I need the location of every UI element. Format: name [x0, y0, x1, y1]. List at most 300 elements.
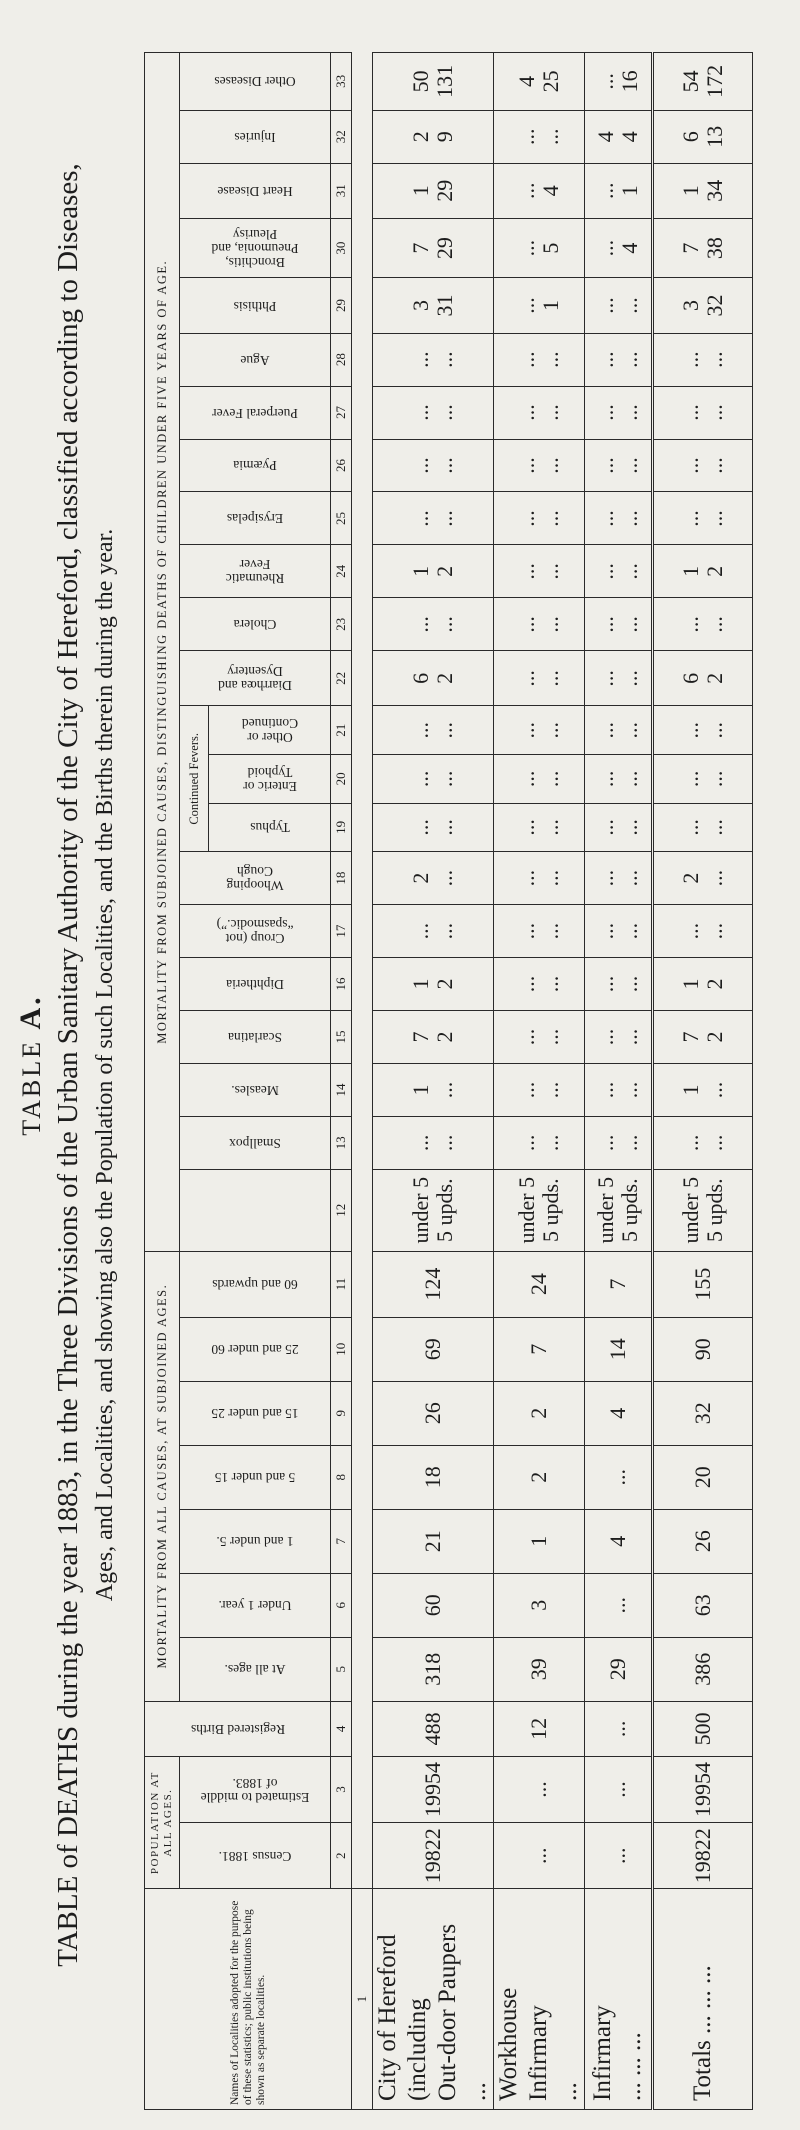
cause-under5-value: ...	[408, 922, 433, 940]
cause-under5-value: 3	[408, 300, 433, 312]
cause-cell	[653, 755, 753, 804]
cell-u5: 4	[585, 1509, 653, 1573]
croup-header-label: Croup (not “spasmodic.”)	[216, 917, 294, 947]
cause-under5-value: ...	[408, 616, 433, 633]
age-split-under5: under 5	[514, 1176, 539, 1244]
cell-estimated: ...	[494, 1756, 585, 1822]
cause-cell	[653, 598, 753, 651]
smallpox-header	[180, 1116, 331, 1169]
cause-over5-value: ...	[432, 457, 457, 474]
cause-cell	[494, 278, 585, 333]
cause-under5-value: ...	[514, 922, 539, 940]
cell-over60: 124	[373, 1251, 494, 1317]
cause-under5-value: 1	[408, 1084, 433, 1096]
pyaemia-header	[180, 439, 331, 492]
cause-under5-value: ...	[593, 922, 618, 940]
measles-header-label: Measles.	[231, 1082, 279, 1098]
continued-fevers-subheaders	[209, 707, 330, 852]
cell-u5: 1	[494, 1509, 585, 1573]
cause-under5-value: ...	[593, 404, 618, 421]
table-head	[145, 53, 373, 2110]
cause-cell	[653, 218, 753, 278]
col-num: 23	[331, 598, 352, 651]
cause-under5-value: 6	[678, 672, 703, 684]
cause-under5-value: 6	[408, 672, 433, 684]
cause-under5-value: ...	[593, 975, 618, 993]
cause-under5-value: ...	[593, 670, 618, 687]
col-num: 11	[331, 1251, 352, 1317]
cause-cell	[494, 706, 585, 755]
under15-header	[180, 1445, 331, 1509]
cause-cell	[653, 1063, 753, 1116]
cause-under5-value: ...	[593, 563, 618, 580]
cause-under5-value: ...	[514, 563, 539, 580]
cause-cell	[653, 852, 753, 905]
cause-cell	[585, 852, 653, 905]
cause-under5-value: 1	[678, 978, 703, 990]
cause-cell	[653, 651, 753, 706]
table-row	[373, 53, 494, 2110]
locality-number-row	[352, 53, 373, 2110]
phthisis-header-label: Phthisis	[233, 298, 277, 314]
cause-over5-value: ...	[432, 404, 457, 421]
cause-cell	[373, 755, 494, 804]
enteric-header	[209, 754, 330, 803]
cause-cell	[373, 218, 494, 278]
cause-over5-value: ...	[702, 722, 727, 739]
cause-over5-value: 2	[702, 565, 727, 577]
cause-over5-value: ...	[538, 1028, 563, 1046]
cause-over5-value: 9	[432, 131, 457, 143]
all-ages-header	[180, 1637, 331, 1701]
col-num: 9	[331, 1381, 352, 1445]
cell-u1: 63	[653, 1573, 753, 1637]
cause-cell	[494, 651, 585, 706]
col-num: 28	[331, 333, 352, 386]
cause-cell	[585, 755, 653, 804]
cause-under5-value: ...	[514, 1134, 539, 1152]
cholera-header-label: Cholera	[233, 617, 277, 633]
cause-cell	[585, 1116, 653, 1169]
cause-over5-value: ...	[617, 975, 642, 993]
cause-over5-value: ...	[538, 563, 563, 580]
cause-over5-value: ...	[538, 1134, 563, 1152]
cause-over5-value: ...	[702, 404, 727, 421]
cause-cell	[373, 110, 494, 163]
cause-cell	[585, 706, 653, 755]
table-label	[14, 0, 48, 2130]
cause-cell	[494, 958, 585, 1011]
cause-cell	[585, 905, 653, 958]
cause-over5-value: ...	[432, 616, 457, 633]
cause-over5-value: ...	[617, 1081, 642, 1099]
ague-header-label: Ague	[240, 352, 270, 368]
cause-cell	[373, 53, 494, 111]
cause-under5-value: ...	[408, 1134, 433, 1152]
cause-cell	[585, 53, 653, 111]
cause-over5-value: ...	[538, 404, 563, 421]
births-header	[145, 1701, 331, 1756]
cause-under5-value: 2	[678, 872, 703, 884]
cause-under5-value: ...	[593, 819, 618, 836]
col-num: 7	[331, 1509, 352, 1573]
cause-over5-value: ...	[702, 616, 727, 633]
cause-over5-value: ...	[538, 128, 563, 145]
cause-under5-value: ...	[678, 1134, 703, 1152]
cause-cell	[653, 905, 753, 958]
cell-u25: 26	[373, 1381, 494, 1445]
cause-over5-value: ...	[432, 722, 457, 739]
cell-estimated: 19954	[653, 1756, 753, 1822]
cause-cell	[653, 545, 753, 598]
col-num: 14	[331, 1063, 352, 1116]
under60-header	[180, 1317, 331, 1381]
cause-under5-value: ...	[514, 1028, 539, 1046]
cause-over5-value: 34	[702, 179, 727, 202]
col-num: 8	[331, 1445, 352, 1509]
age-split-over5: 5 upds.	[617, 1178, 642, 1242]
cause-under5-value: ...	[514, 510, 539, 527]
cause-over5-value: 2	[702, 978, 727, 990]
cause-over5-value: 4	[538, 185, 563, 197]
cause-cell	[373, 905, 494, 958]
deaths-table	[144, 52, 753, 2110]
cause-cell	[653, 439, 753, 492]
cell-estimated: 19954	[373, 1756, 494, 1822]
col-num: 3	[331, 1756, 352, 1822]
locality-cell	[373, 1889, 494, 2110]
cell-u5: 26	[653, 1509, 753, 1573]
cause-over5-value: 16	[617, 70, 642, 93]
cause-under5-value: ...	[514, 819, 539, 836]
cause-under5-value: ...	[514, 182, 539, 200]
scarlatina-header-label: Scarlatina	[228, 1029, 282, 1045]
other-fever-header-label: Other or Continued	[241, 716, 298, 746]
heart-disease-header-label: Heart Disease	[217, 183, 293, 199]
cause-under5-value: ...	[678, 404, 703, 421]
cause-cell	[653, 1011, 753, 1064]
under25-header-label: 15 and under 25	[211, 1406, 299, 1422]
cause-over5-value: ...	[702, 819, 727, 836]
cell-census: 19822	[373, 1823, 494, 1889]
cause-cell	[653, 163, 753, 218]
cause-over5-value: ...	[432, 922, 457, 940]
locality-line2: Out-door Paupers	[434, 1923, 461, 2101]
cause-cell	[373, 1116, 494, 1169]
bronchitis-header	[180, 218, 331, 278]
age-split-cell	[653, 1169, 753, 1251]
cause-over5-value: 31	[432, 294, 457, 317]
cause-under5-value: ...	[408, 404, 433, 421]
cause-under5-value: ...	[678, 510, 703, 527]
cause-cell	[494, 803, 585, 852]
under60-header-label: 25 and under 60	[211, 1342, 299, 1358]
cause-cell	[585, 386, 653, 439]
cause-under5-value: 7	[678, 1031, 703, 1043]
cause-under5-value: 4	[593, 131, 618, 143]
cause-over5-value: 2	[432, 1031, 457, 1043]
cause-cell	[585, 439, 653, 492]
cause-cell	[585, 651, 653, 706]
cause-over5-value: ...	[617, 351, 642, 368]
cause-over5-value: ...	[702, 457, 727, 474]
mortality-subjoined-group-header: MORTALITY FROM SUBJOINED CAUSES, DISTINGUISHING DEATHS OF CHILDREN UNDER FIVE YEARS OF AGE.	[145, 53, 180, 1252]
cause-over5-value: ...	[538, 351, 563, 368]
cause-cell	[653, 492, 753, 545]
cause-under5-value: ...	[514, 404, 539, 421]
cause-cell	[373, 706, 494, 755]
cause-under5-value: 1	[408, 978, 433, 990]
cause-cell	[653, 333, 753, 386]
other-diseases-header	[180, 53, 331, 111]
age-split-over5: 5 upds.	[702, 1178, 727, 1242]
cause-cell	[585, 1063, 653, 1116]
cause-under5-value: 50	[408, 70, 433, 93]
cause-cell	[653, 958, 753, 1011]
cause-under5-value: ...	[593, 297, 618, 314]
cause-under5-value: 2	[408, 872, 433, 884]
cause-cell	[494, 545, 585, 598]
cell-u25: 4	[585, 1381, 653, 1445]
cause-under5-value: 1	[408, 565, 433, 577]
enteric-header-label: Enteric or Typhoid	[242, 764, 297, 794]
age-split-cell	[494, 1169, 585, 1251]
cause-cell	[653, 278, 753, 333]
cause-over5-value: 2	[432, 565, 457, 577]
cause-over5-value: ...	[538, 457, 563, 474]
cell-births: 488	[373, 1701, 494, 1756]
age-split-cell	[373, 1169, 494, 1251]
diarrhoea-header	[180, 651, 331, 706]
cause-cell	[653, 803, 753, 852]
cause-under5-value: ...	[678, 722, 703, 739]
puerperal-fever-header-label: Puerperal Fever	[212, 405, 298, 421]
cause-under5-value: ...	[593, 1134, 618, 1152]
cause-cell	[653, 1116, 753, 1169]
cause-under5-value: 3	[678, 300, 703, 312]
col-num: 31	[331, 163, 352, 218]
cause-cell	[494, 1116, 585, 1169]
group-header-row	[145, 53, 180, 2110]
cell-births: ...	[585, 1701, 653, 1756]
cause-cell	[585, 333, 653, 386]
cause-under5-value: 6	[678, 131, 703, 143]
cell-u15: 20	[653, 1445, 753, 1509]
cause-over5-value: 172	[702, 64, 727, 98]
cause-cell	[373, 163, 494, 218]
col-num: 1	[352, 1889, 373, 2110]
cause-under5-value: 7	[678, 242, 703, 254]
diphtheria-header-label: Diphtheria	[226, 977, 284, 993]
locality-line1: City of Hereford (including	[374, 1934, 431, 2101]
cell-all-ages: 318	[373, 1637, 494, 1701]
cause-over5-value: 29	[432, 237, 457, 260]
cause-under5-value: ...	[678, 351, 703, 368]
cause-under5-value: ...	[678, 457, 703, 474]
under5-header-label: 1 and under 5.	[216, 1534, 294, 1550]
locality-line1: Workhouse Infirmary	[495, 1987, 552, 2101]
cause-cell	[653, 386, 753, 439]
cause-cell	[494, 333, 585, 386]
cause-over5-value: ...	[432, 1134, 457, 1152]
cause-over5-value: ...	[617, 869, 642, 887]
estimated-header-label: Estimated to middle of 1883.	[200, 1775, 310, 1805]
other-fever-header	[209, 707, 330, 755]
cause-over5-value: ...	[538, 819, 563, 836]
col-num: 24	[331, 545, 352, 598]
cell-estimated: ...	[585, 1756, 653, 1822]
cause-cell	[494, 1011, 585, 1064]
phthisis-header	[180, 278, 331, 333]
ague-header	[180, 333, 331, 386]
measles-header	[180, 1063, 331, 1116]
cause-over5-value: ...	[702, 1134, 727, 1152]
cause-under5-value: ...	[408, 457, 433, 474]
injuries-header	[180, 110, 331, 163]
over60-header	[180, 1251, 331, 1317]
cause-under5-value: ...	[593, 616, 618, 633]
cause-cell	[373, 545, 494, 598]
cell-u60: 90	[653, 1317, 753, 1381]
col-num: 2	[331, 1823, 352, 1889]
cause-over5-value: ...	[617, 457, 642, 474]
census-header-label: Census 1881.	[218, 1848, 292, 1864]
cause-under5-value: ...	[678, 770, 703, 788]
cause-under5-value: 7	[408, 242, 433, 254]
cause-under5-value: ...	[593, 510, 618, 527]
col-num: 15	[331, 1011, 352, 1064]
cell-births: 12	[494, 1701, 585, 1756]
cause-under5-value: ...	[593, 73, 618, 90]
cause-under5-value: ...	[593, 1081, 618, 1099]
cause-over5-value: ...	[432, 351, 457, 368]
cause-under5-value: ...	[408, 510, 433, 527]
cause-over5-value: ...	[702, 770, 727, 788]
cause-under5-value: 1	[408, 185, 433, 197]
other-diseases-header-label: Other Diseases	[214, 74, 296, 90]
under5-header	[180, 1509, 331, 1573]
cause-cell	[373, 278, 494, 333]
age-split-over5: 5 upds.	[432, 1178, 457, 1242]
cause-cell	[585, 545, 653, 598]
cell-over60: 7	[585, 1251, 653, 1317]
cause-cell	[494, 218, 585, 278]
col-num: 12	[331, 1169, 352, 1251]
births-header-label: Registered Births	[190, 1721, 285, 1737]
cause-over5-value: 29	[432, 179, 457, 202]
table-subtitle: Ages, and Localities, and showing also the Population of such Localities, and the Births therein during the year.	[92, 528, 118, 1602]
cause-cell	[373, 439, 494, 492]
cause-over5-value: 2	[432, 672, 457, 684]
croup-header	[180, 905, 331, 958]
cause-over5-value: ...	[432, 1081, 457, 1099]
cause-over5-value: 2	[432, 978, 457, 990]
cause-cell	[585, 492, 653, 545]
cell-u1: 60	[373, 1573, 494, 1637]
cell-u15: ...	[585, 1445, 653, 1509]
cause-over5-value: ...	[617, 616, 642, 633]
cell-u5: 21	[373, 1509, 494, 1573]
cause-over5-value: ...	[538, 722, 563, 739]
column-header-row	[180, 53, 331, 2110]
erysipelas-header-label: Erysipelas	[226, 511, 284, 527]
cause-over5-value: ...	[702, 1081, 727, 1099]
cause-under5-value: 1	[678, 1084, 703, 1096]
typhus-header-label: Typhus	[249, 820, 290, 836]
cell-all-ages: 39	[494, 1637, 585, 1701]
cause-over5-value: ...	[617, 510, 642, 527]
cause-cell	[373, 386, 494, 439]
cause-cell	[373, 1011, 494, 1064]
locality-header: Names of Localities adopted for the purpose of these statistics; public institutions being shown as separate localities.	[145, 1889, 352, 2110]
col-num: 4	[331, 1701, 352, 1756]
cause-cell	[653, 110, 753, 163]
cause-under5-value: ...	[514, 297, 539, 314]
cause-under5-value: ...	[514, 722, 539, 739]
typhus-header	[209, 803, 330, 852]
cause-over5-value: 131	[432, 64, 457, 98]
cell-over60: 24	[494, 1251, 585, 1317]
cause-under5-value: ...	[514, 1081, 539, 1099]
census-header	[180, 1823, 331, 1889]
cell-all-ages: 29	[585, 1637, 653, 1701]
cause-over5-value: ...	[538, 1081, 563, 1099]
col-num: 18	[331, 852, 352, 905]
whooping-cough-header	[180, 852, 331, 905]
cause-under5-value: ...	[593, 770, 618, 788]
erysipelas-header	[180, 492, 331, 545]
cause-cell	[494, 386, 585, 439]
cell-u60: 14	[585, 1317, 653, 1381]
cause-cell	[494, 492, 585, 545]
cause-over5-value: 32	[702, 294, 727, 317]
col-num: 25	[331, 492, 352, 545]
cause-over5-value: ...	[617, 819, 642, 836]
cause-under5-value: ...	[408, 722, 433, 739]
col-num: 30	[331, 218, 352, 278]
rheumatic-fever-header-label: Rheumatic Fever	[225, 557, 285, 587]
cause-cell	[585, 163, 653, 218]
col-num: 17	[331, 905, 352, 958]
cholera-header	[180, 598, 331, 651]
col-num: 27	[331, 386, 352, 439]
cause-under5-value: ...	[678, 819, 703, 836]
whooping-cough-header-label: Whooping Cough	[226, 864, 284, 894]
cause-under5-value: ...	[593, 239, 618, 257]
col-num: 22	[331, 651, 352, 706]
cause-cell	[585, 218, 653, 278]
header-spacer	[352, 53, 373, 1889]
cell-u25: 32	[653, 1381, 753, 1445]
cause-over5-value: ...	[617, 770, 642, 788]
cause-cell	[373, 803, 494, 852]
cause-under5-value: ...	[408, 770, 433, 788]
cause-over5-value: ...	[702, 869, 727, 887]
locality-tail: ...	[555, 2082, 582, 2101]
age-split-over5: 5 upds.	[538, 1178, 563, 1242]
cause-under5-value: ...	[593, 1028, 618, 1046]
age-split-under5: under 5	[678, 1176, 703, 1244]
cause-over5-value: ...	[617, 670, 642, 687]
cause-over5-value: ...	[617, 563, 642, 580]
cause-over5-value: ...	[432, 770, 457, 788]
cell-u1: 3	[494, 1573, 585, 1637]
cause-cell	[494, 53, 585, 111]
under1-header	[180, 1573, 331, 1637]
cause-over5-value: 1	[538, 300, 563, 312]
cause-over5-value: ...	[538, 922, 563, 940]
col-num: 21	[331, 706, 352, 755]
